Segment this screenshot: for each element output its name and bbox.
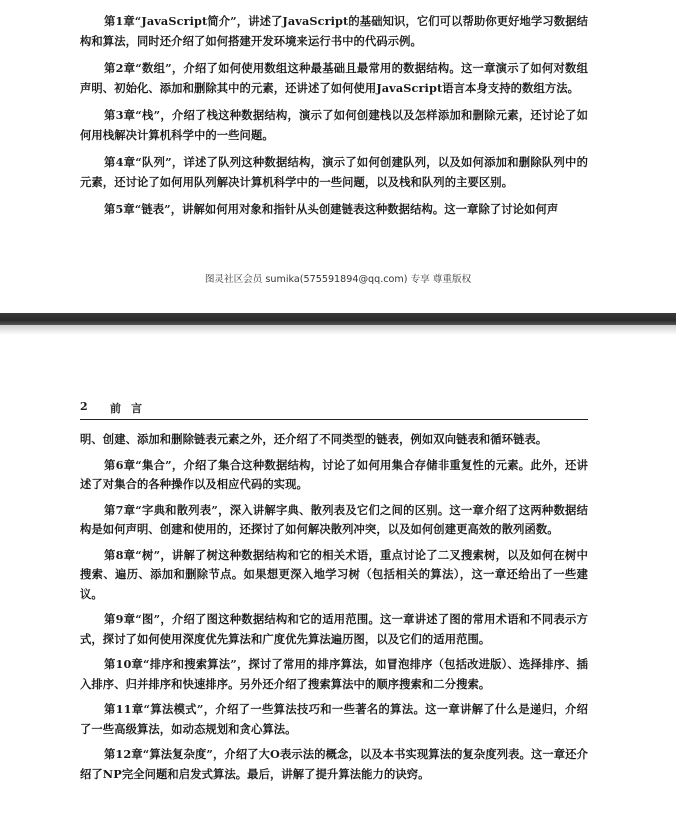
bottom-page (0, 335, 676, 821)
top-page (0, 0, 676, 313)
page-header (80, 399, 588, 420)
paragraph-chapter-9: 第9章“图”，介绍了图这种数据结构和它的适用范围。这一章讲述了图的常用术语和不同表示方式，探讨了如何使用深度优先算法和广度优先算法遍历图，以及它们的适用范围。 (80, 612, 588, 646)
paragraph-chapter-10: 第10章“排序和搜索算法”，探讨了常用的排序算法，如冒泡排序（包括改进版）、选择排序、插入排序、归并排序和快速排序。另外还介绍了搜索算法中的顺序搜索和二分搜索。 (80, 657, 588, 691)
paragraph-chapter-2: 第2章“数组”，介绍了如何使用数组这种最基础且最常用的数据结构。这一章演示了如何对数组声明、初始化、添加和删除其中的元素，还讲述了如何使用JavaScript语言本身支持的数组方法。 (80, 61, 588, 95)
page-number: 2 (80, 400, 88, 413)
paragraph-chapter-7: 第7章“字典和散列表”，深入讲解字典、散列表及它们之间的区别。这一章介绍了这两种数据结构是如何声明、创建和使用的，还探讨了如何解决散列冲突，以及如何创建更高效的散列函数。 (80, 502, 588, 536)
paragraph-chapter-11: 第11章“算法模式”，介绍了一些算法技巧和一些著名的算法。这一章讲解了什么是递归，介绍了一些高级算法，如动态规划和贪心算法。 (80, 702, 588, 736)
page-separator (0, 313, 676, 325)
page-separator-shadow (0, 325, 676, 335)
paragraph-chapter-4: 第4章“队列”，详述了队列这种数据结构，演示了如何创建队列，以及如何添加和删除队列中的元素，还讨论了如何用队列解决计算机科学中的一些问题，以及栈和队列的主要区别。 (80, 155, 588, 189)
paragraph-chapter-6: 第6章“集合”，介绍了集合这种数据结构，讨论了如何用集合存储非重复性的元素。此外，还讲述了对集合的各种操作以及相应代码的实现。 (80, 457, 588, 491)
paragraph-chapter-5: 第5章“链表”，讲解如何用对象和指针从头创建链表这种数据结构。这一章除了讨论如何声 (104, 202, 559, 216)
paragraph-chapter-12: 第12章“算法复杂度”，介绍了大O表示法的概念，以及本书实现算法的复杂度列表。这一章还介绍了NP完全问题和启发式算法。最后，讲解了提升算法能力的诀窍。 (80, 747, 588, 781)
top-page-text (80, 12, 588, 228)
bottom-page-text (80, 430, 588, 790)
paragraph-chapter-1: 第1章“JavaScript简介”，讲述了JavaScript的基础知识，它们可以帮助你更好地学习数据结构和算法，同时还介绍了如何搭建开发环境来运行书中的代码示例。 (80, 14, 588, 48)
watermark-footer: 图灵社区会员 sumika(575591894@qq.com) 专享 尊重版权 (204, 274, 472, 285)
page-title: 前言 (110, 402, 152, 415)
paragraph-chapter-8: 第8章“树”，讲解了树这种数据结构和它的相关术语，重点讨论了二叉搜索树，以及如何在树中搜索、遍历、添加和删除节点。如果想更深入地学习树（包括相关的算法），这一章还给出了一些建议。 (80, 547, 588, 601)
paragraph-chapter-3: 第3章“栈”，介绍了栈这种数据结构，演示了如何创建栈以及怎样添加和删除元素，还讨论了如何用栈解决计算机科学中的一些问题。 (80, 108, 588, 142)
paragraph-continuation: 明、创建、添加和删除链表元素之外，还介绍了不同类型的链表，例如双向链表和循环链表。 (80, 432, 548, 446)
